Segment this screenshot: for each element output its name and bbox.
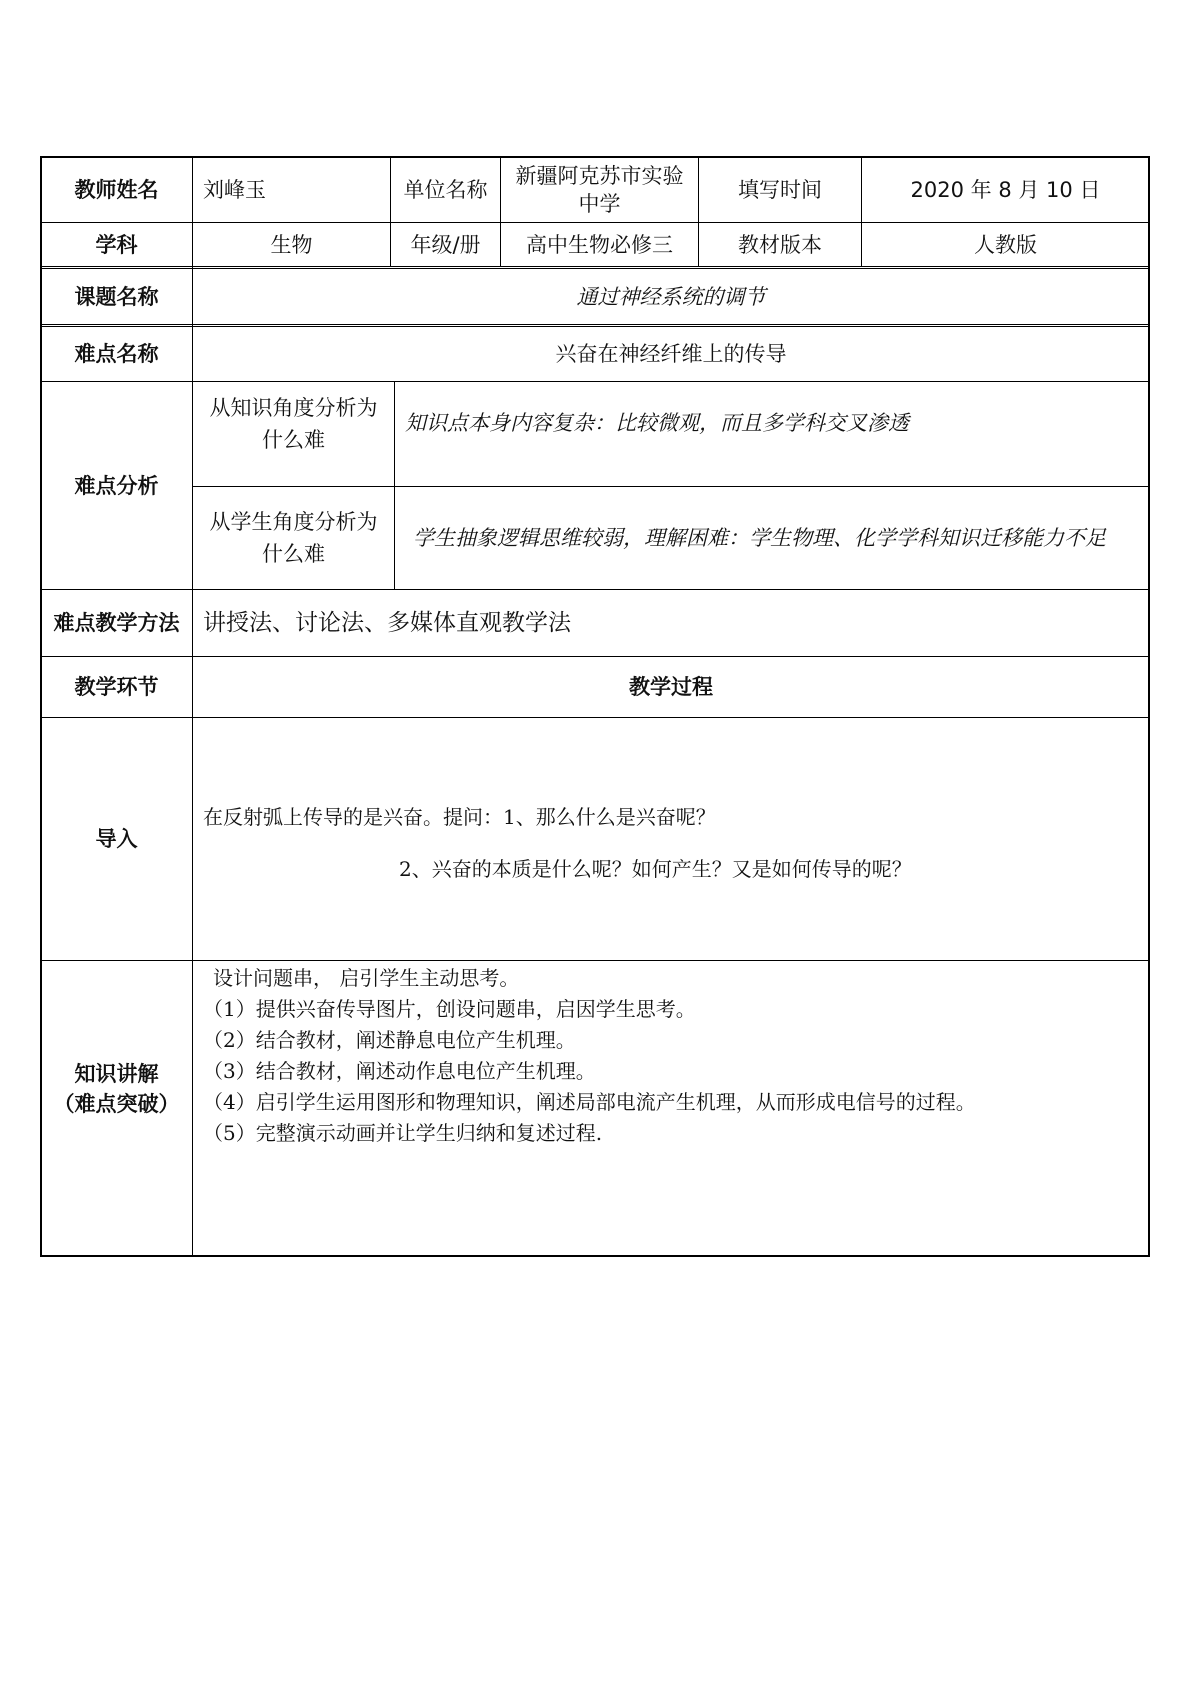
difficulty-label: 难点名称 bbox=[74, 342, 159, 366]
analysis-label: 难点分析 bbox=[74, 473, 159, 498]
topic-label: 课题名称 bbox=[74, 284, 159, 309]
method-label: 难点教学方法 bbox=[53, 611, 180, 635]
fill-date-label: 填写时间 bbox=[738, 177, 822, 202]
explain-label-line1: 知识讲解 bbox=[74, 1061, 159, 1086]
explain-label-line2: （难点突破） bbox=[53, 1091, 180, 1116]
student-angle-value: 学生抽象逻辑思维较弱，理解困难：学生物理、化学学科知识迁移能力不足 bbox=[413, 526, 1106, 550]
explain-content bbox=[193, 961, 1149, 1256]
student-angle-line1: 从学生角度分析为 bbox=[209, 510, 378, 534]
explain-line-0: 设计问题串， 启引学生主动思考。 bbox=[213, 966, 520, 990]
process-header-value: 教学过程 bbox=[629, 675, 713, 699]
edition-label: 教材版本 bbox=[738, 232, 822, 257]
teacher-name-label: 教师姓名 bbox=[74, 177, 159, 202]
intro-line-2: 2、兴奋的本质是什么呢？如何产生？又是如何传导的呢？ bbox=[399, 857, 912, 881]
student-angle-line2: 什么难 bbox=[262, 542, 325, 566]
explain-line-3: （3）结合教材，阐述动作息电位产生机理。 bbox=[203, 1059, 596, 1083]
unit-name-value bbox=[501, 157, 698, 222]
explain-label bbox=[41, 961, 192, 1256]
grade-label: 年级/册 bbox=[410, 232, 481, 257]
method-value: 讲授法、讨论法、多媒体直观教学法 bbox=[203, 610, 571, 636]
fill-date-value: 2020 年 8 月 10 日 bbox=[910, 177, 1101, 202]
knowledge-angle-line2: 什么难 bbox=[262, 428, 325, 452]
unit-name-label: 单位名称 bbox=[403, 177, 488, 202]
subject-label: 学科 bbox=[95, 232, 138, 257]
edition-value: 人教版 bbox=[974, 232, 1037, 257]
topic-value: 通过神经系统的调节 bbox=[576, 284, 766, 309]
unit-name-line2: 中学 bbox=[578, 191, 621, 216]
process-stage-label: 教学环节 bbox=[74, 675, 159, 699]
intro-content bbox=[193, 718, 1149, 960]
teacher-name-value: 刘峰玉 bbox=[203, 177, 266, 202]
knowledge-angle-label bbox=[193, 382, 394, 486]
explain-line-4: （4）启引学生运用图形和物理知识，阐述局部电流产生机理，从而形成电信号的过程。 bbox=[203, 1090, 976, 1114]
explain-line-2: （2）结合教材，阐述静息电位产生机理。 bbox=[203, 1028, 576, 1052]
student-angle-label bbox=[193, 487, 394, 589]
intro-line-1: 在反射弧上传导的是兴奋。提问：1、那么什么是兴奋呢？ bbox=[203, 805, 716, 829]
knowledge-angle-value: 知识点本身内容复杂：比较微观，而且多学科交叉渗透 bbox=[405, 411, 909, 435]
grade-value: 高中生物必修三 bbox=[526, 232, 673, 257]
unit-name-line1: 新疆阿克苏市实验 bbox=[515, 163, 684, 188]
explain-line-5: （5）完整演示动画并让学生归纳和复述过程. bbox=[203, 1121, 603, 1145]
explain-line-1: （1）提供兴奋传导图片，创设问题串，启因学生思考。 bbox=[203, 997, 696, 1021]
subject-value: 生物 bbox=[270, 232, 313, 257]
intro-label: 导入 bbox=[95, 827, 138, 851]
difficulty-value: 兴奋在神经纤维上的传导 bbox=[555, 342, 787, 366]
knowledge-angle-line1: 从知识角度分析为 bbox=[209, 396, 378, 420]
